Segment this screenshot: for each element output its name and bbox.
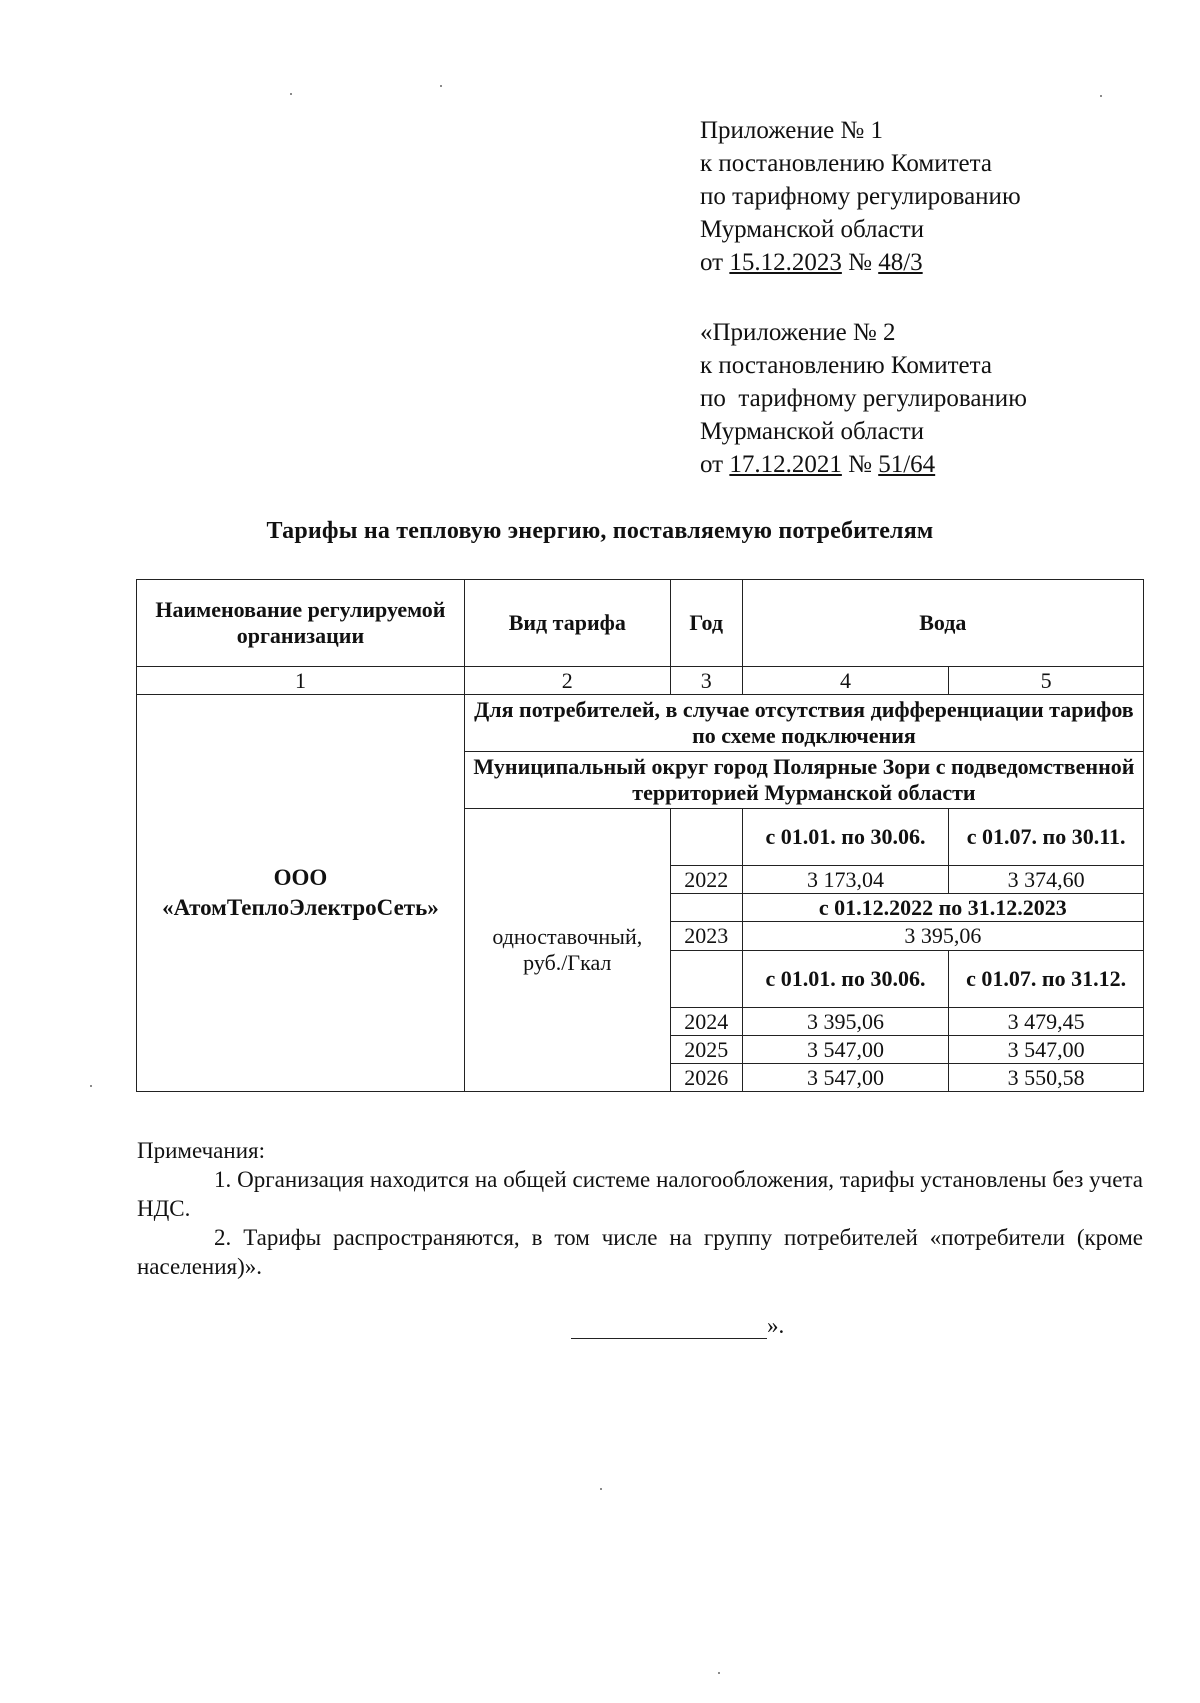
header-org: Наименование регулируемой организации — [137, 580, 465, 667]
header-tariff-type: Вид тарифа — [464, 580, 670, 667]
appendix-1-line-1: Приложение № 1 — [700, 117, 884, 144]
column-number: 1 — [137, 667, 465, 695]
tariff-type-cell — [464, 809, 670, 1092]
year-2023: 2023 — [670, 922, 742, 951]
org-name-line-2: «АтомТеплоЭлектроСеть» — [162, 895, 439, 920]
appendix-2-line-1: «Приложение № 2 — [700, 319, 896, 346]
appendix-1-header — [700, 114, 1021, 279]
org-name-cell — [137, 695, 465, 1092]
note-1: 1. Организация находится на общей системе налогообложения, тарифы установлены без учета НДС. — [137, 1167, 1143, 1221]
appendix-1-line-2: к постановлению Комитета — [700, 150, 992, 177]
appendix-2-line-5 — [700, 448, 1027, 481]
closing-line — [571, 1316, 767, 1339]
year-2022: 2022 — [670, 866, 742, 894]
appendix-2-from: от — [700, 451, 730, 478]
appendix-1-from: от — [700, 249, 730, 276]
closing-mark — [571, 1313, 784, 1339]
empty-year-cell — [670, 809, 742, 866]
column-number: 3 — [670, 667, 742, 695]
notes-section — [137, 1136, 1143, 1281]
column-number: 2 — [464, 667, 670, 695]
year-2026: 2026 — [670, 1064, 742, 1092]
scan-speck — [600, 1488, 602, 1490]
scan-speck — [90, 1085, 92, 1087]
value-2022-b: 3 374,60 — [949, 866, 1144, 894]
closing-quote: ». — [767, 1313, 785, 1338]
appendix-2-line-3: по тарифному регулированию — [700, 385, 1027, 412]
table-header-row — [137, 580, 1144, 667]
period-1-first-half: с 01.01. по 30.06. — [742, 809, 949, 866]
appendix-2-number: 51/64 — [878, 451, 936, 478]
column-numbers-row — [137, 667, 1144, 695]
column-number: 5 — [949, 667, 1144, 695]
tariffs-table — [136, 579, 1144, 1092]
tariff-type-line-2: руб./Гкал — [523, 950, 612, 975]
header-water: Вода — [742, 580, 1143, 667]
value-2024-b: 3 479,45 — [949, 1008, 1144, 1036]
year-2025: 2025 — [670, 1036, 742, 1064]
value-2026-a: 3 547,00 — [742, 1064, 949, 1092]
period-3-first-half: с 01.01. по 30.06. — [742, 951, 949, 1008]
value-2025-b: 3 547,00 — [949, 1036, 1144, 1064]
period-2: с 01.12.2022 по 31.12.2023 — [742, 894, 1143, 922]
period-1-second-half: с 01.07. по 30.11. — [949, 809, 1144, 866]
notes-heading: Примечания: — [137, 1138, 265, 1163]
appendix-2-date: 17.12.2021 — [729, 451, 842, 478]
document-title: Тарифы на тепловую энергию, поставляемую потребителям — [266, 518, 934, 544]
appendix-1-line-5 — [700, 246, 1021, 279]
scan-speck — [290, 93, 292, 95]
appendix-2-header — [700, 316, 1027, 481]
column-number: 4 — [742, 667, 949, 695]
value-2026-b: 3 550,58 — [949, 1064, 1144, 1092]
value-2023: 3 395,06 — [742, 922, 1143, 951]
scan-speck — [440, 85, 442, 87]
scan-speck — [1100, 95, 1102, 97]
note-2: 2. Тарифы распространяются, в том числе на группу потребителей «потребители (кроме населения)». — [137, 1225, 1143, 1279]
header-year: Год — [670, 580, 742, 667]
scan-speck — [718, 1672, 720, 1674]
appendix-1-line-3: по тарифному регулированию — [700, 183, 1021, 210]
value-2024-a: 3 395,06 — [742, 1008, 949, 1036]
period-3-second-half: с 01.07. по 31.12. — [949, 951, 1144, 1008]
section-row-1 — [137, 695, 1144, 752]
empty-year-cell — [670, 894, 742, 922]
appendix-1-line-4: Мурманской области — [700, 216, 925, 243]
appendix-1-number: 48/3 — [878, 249, 923, 276]
appendix-2-number-sign: № — [841, 451, 879, 478]
value-2022-a: 3 173,04 — [742, 866, 949, 894]
tariff-type-line-1: одноставочный, — [492, 924, 643, 949]
appendix-2-line-4: Мурманской области — [700, 418, 925, 445]
appendix-1-number-sign: № — [841, 249, 879, 276]
org-name-line-1: ООО — [273, 865, 328, 890]
section-consumers: Для потребителей, в случае отсутствия дифференциации тарифов по схеме подключения — [464, 695, 1143, 752]
appendix-1-date: 15.12.2023 — [729, 249, 842, 276]
appendix-2-line-2: к постановлению Комитета — [700, 352, 992, 379]
section-municipality: Муниципальный округ город Полярные Зори с подведомственной территорией Мурманской области — [464, 752, 1143, 809]
empty-year-cell — [670, 951, 742, 1008]
value-2025-a: 3 547,00 — [742, 1036, 949, 1064]
year-2024: 2024 — [670, 1008, 742, 1036]
